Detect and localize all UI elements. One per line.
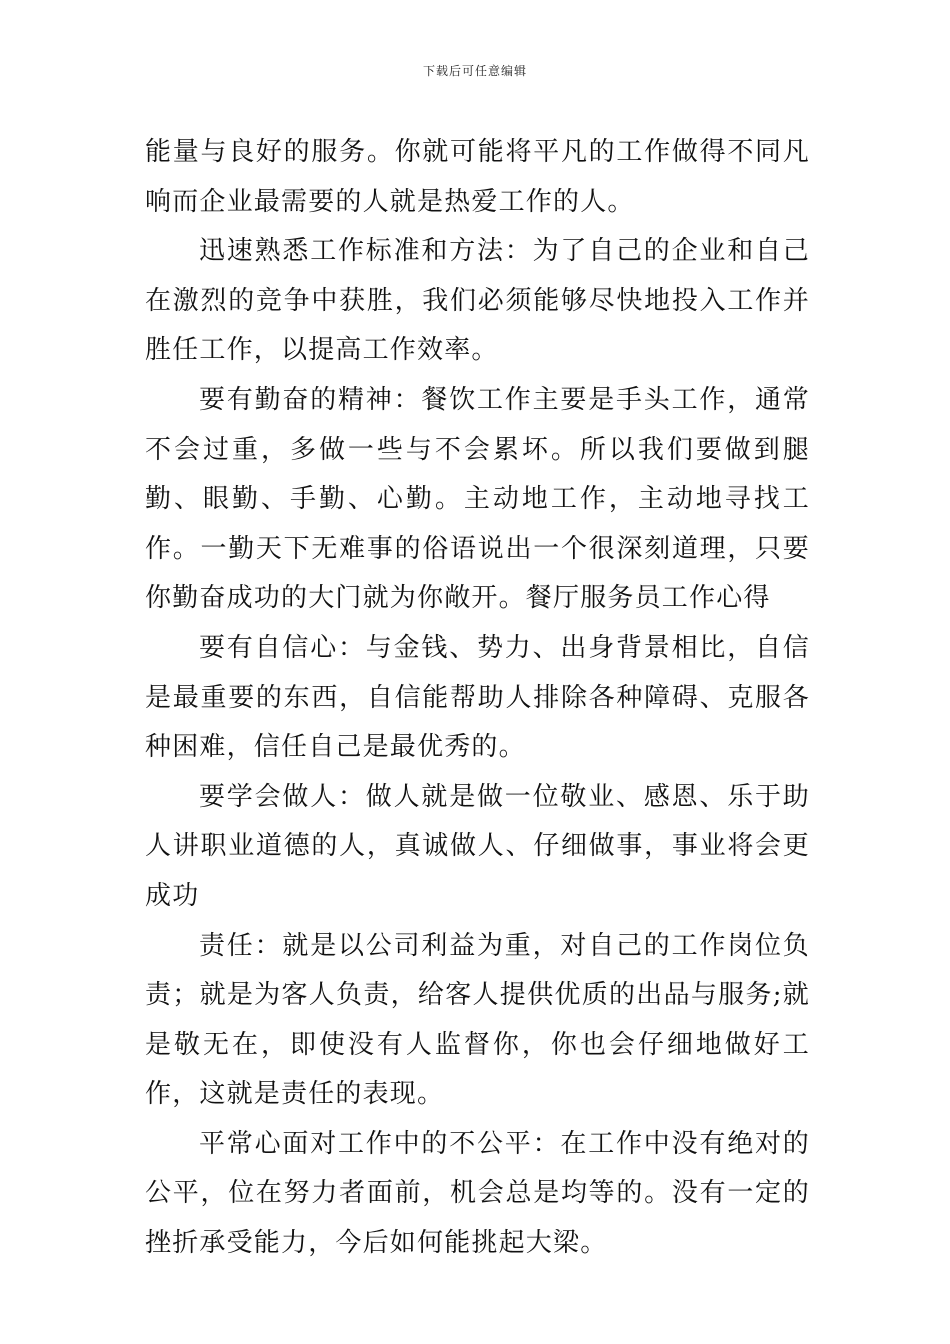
document-body [145,128,810,1269]
paragraph-being-a-person: 要学会做人：做人就是做一位敬业、感恩、乐于助人讲职业道德的人，真诚做人、仔细做事，事业将会更成功 [145,781,810,911]
paragraph-confidence: 要有自信心：与金钱、势力、出身背景相比，自信是最重要的东西，自信能帮助人排除各种障碍、克服各种困难，信任自己是最优秀的。 [145,632,810,763]
paragraph-responsibility: 责任：就是以公司利益为重，对自己的工作岗位负责；就是为客人负责，给客人提供优质的出品与服务;就是敬无在，即使没有人监督你，你也会仔细地做好工作，这就是责任的表现。 [145,930,810,1110]
page-header: 下载后可任意编辑 [422,64,527,78]
paragraph-work-standards: 迅速熟悉工作标准和方法：为了自己的企业和自己在激烈的竞争中获胜，我们必须能够尽快地投入工作并胜任工作，以提高工作效率。 [145,236,810,366]
paragraph-continuation: 能量与良好的服务。你就可能将平凡的工作做得不同凡响而企业最需要的人就是热爱工作的人。 [145,137,810,217]
paragraph-diligence: 要有勤奋的精神：餐饮工作主要是手头工作，通常不会过重，多做一些与不会累坏。所以我们要做到腿勤、眼勤、手勤、心勤。主动地工作，主动地寻找工作。一勤天下无难事的俗语说出一个很深刻道理，只要你勤奋成功的大门就为你敞开。餐厅服务员工作心得 [145,384,810,614]
paragraph-fairness: 平常心面对工作中的不公平：在工作中没有绝对的公平，位在努力者面前，机会总是均等的。没有一定的挫折承受能力，今后如何能挑起大梁。 [145,1128,810,1259]
